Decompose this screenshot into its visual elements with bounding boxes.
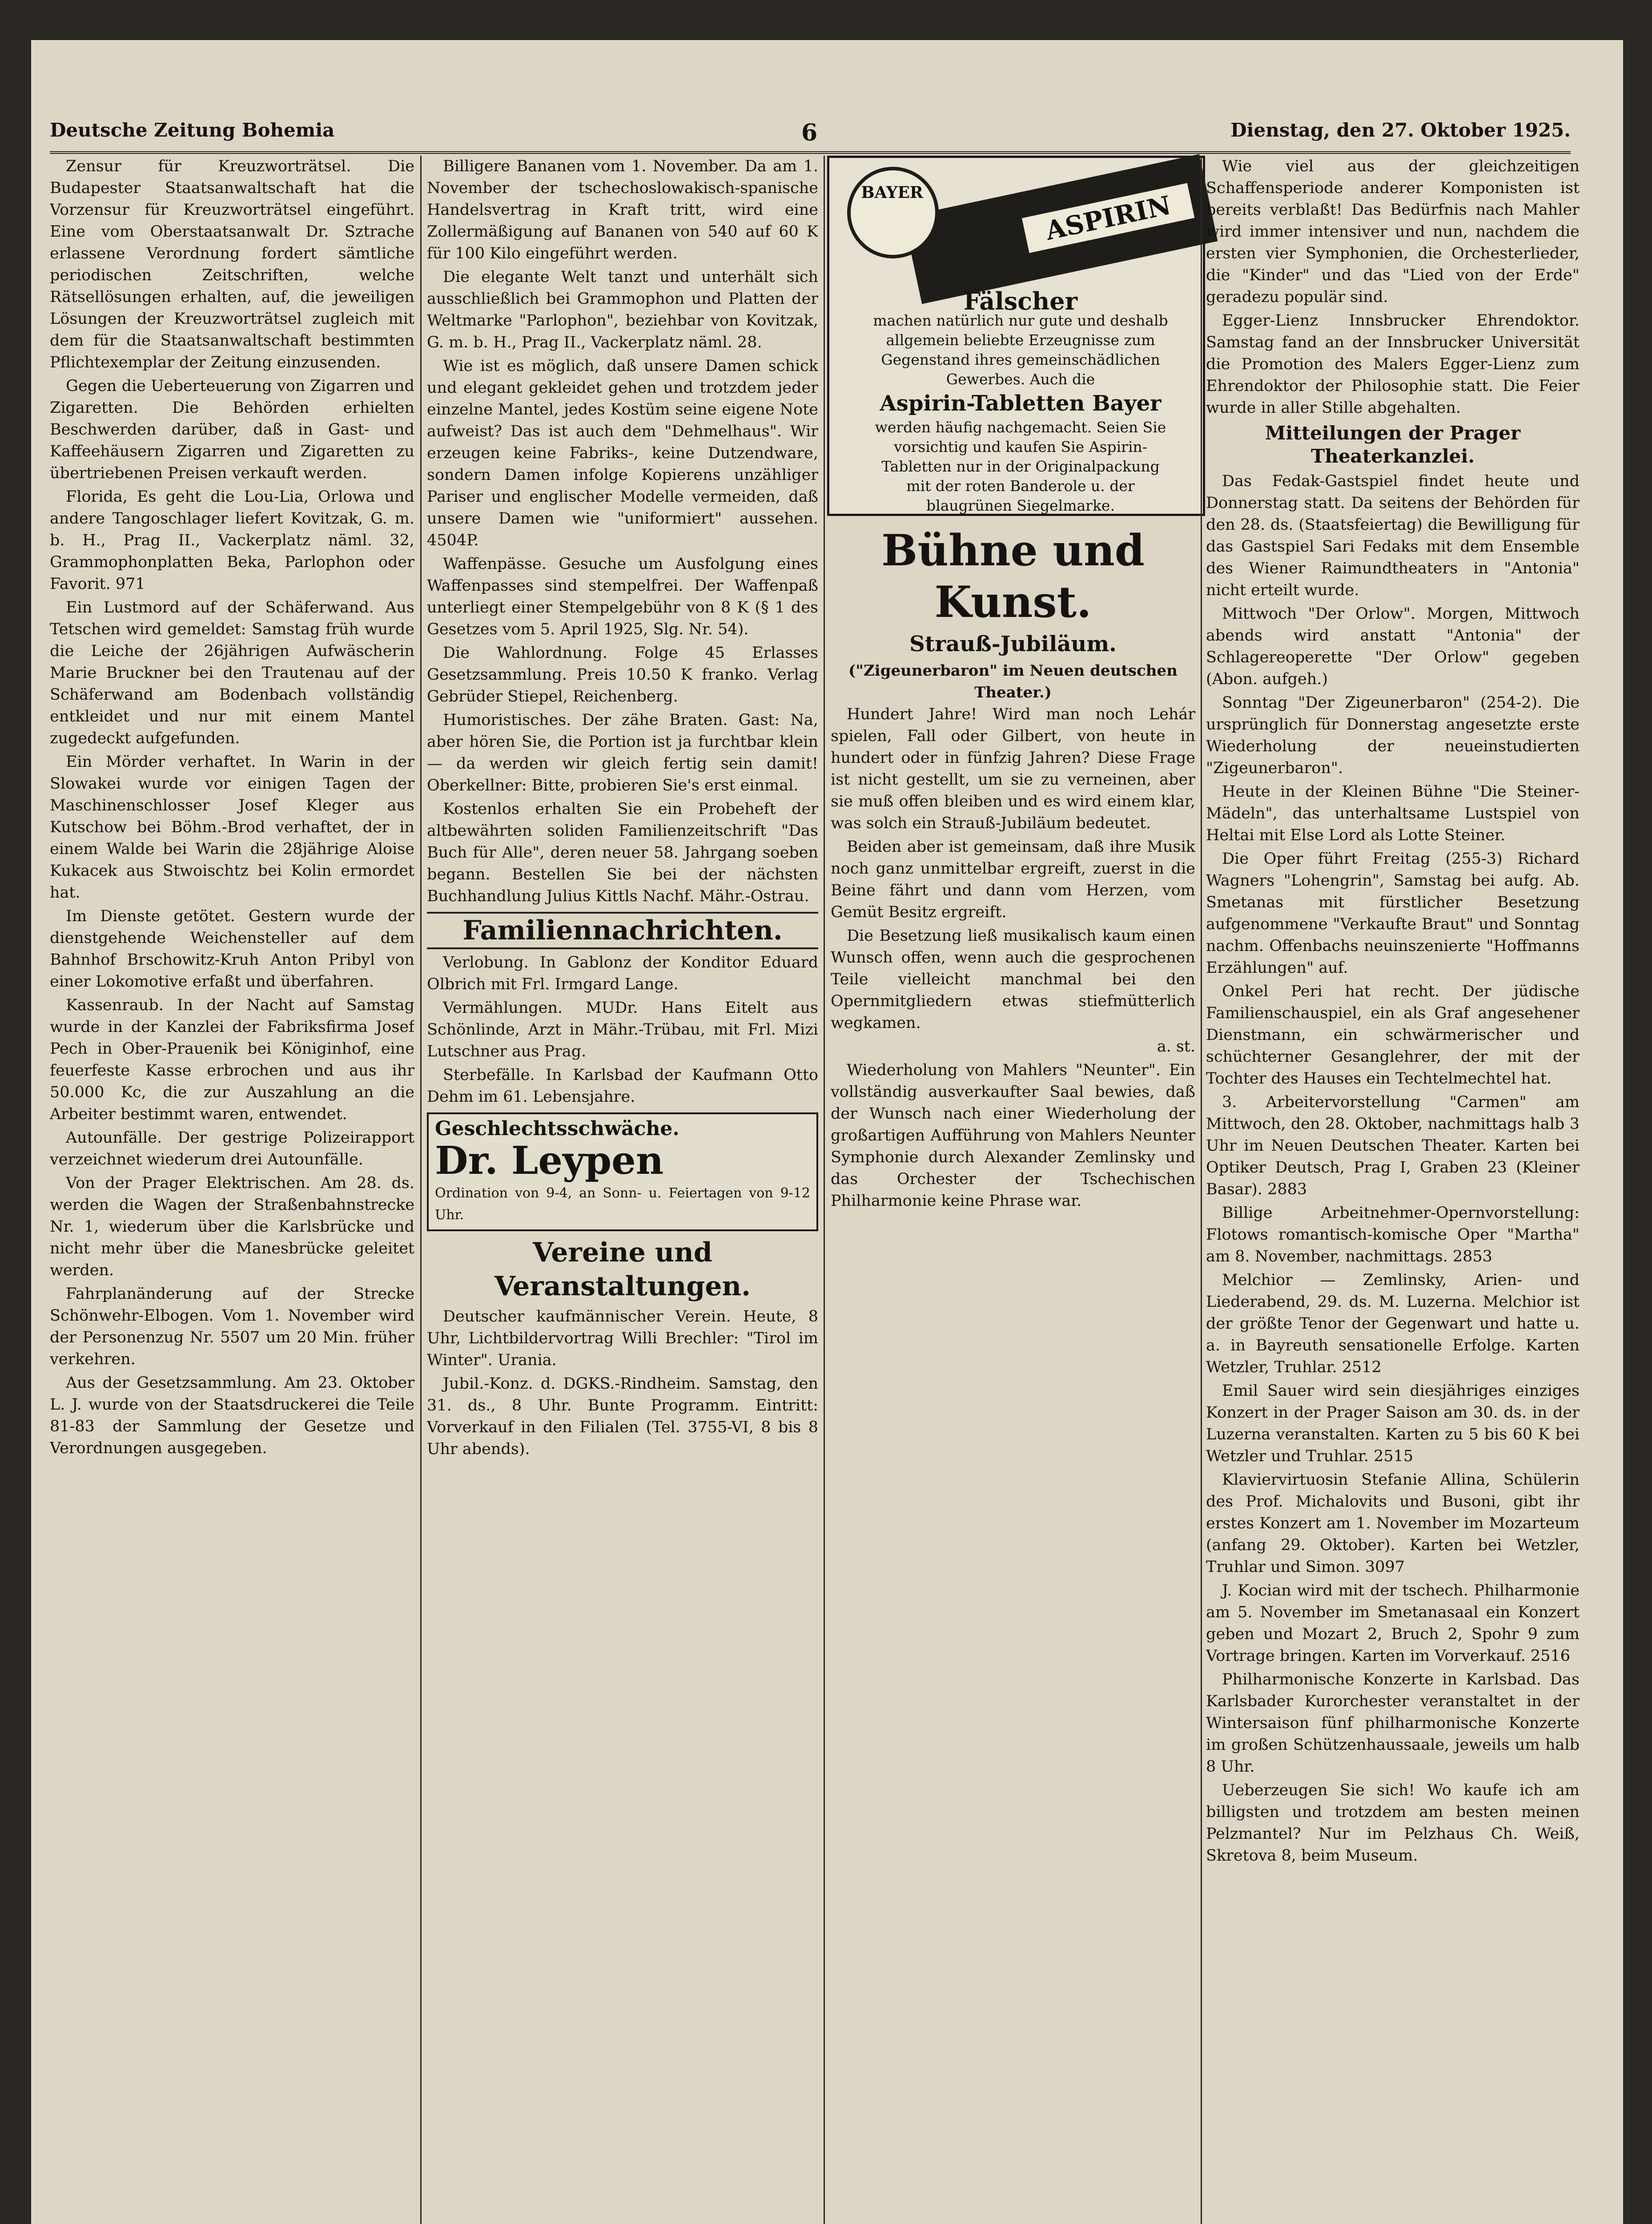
aspirin-brand-label: ASPIRIN	[1022, 183, 1194, 253]
theatre-steiner-maedeln: Heute in der Kleinen Bühne "Die Steiner-Mädeln", das unterhaltsame Lustspiel von Heltai mit Else Lord als Lotte Steiner.	[1206, 783, 1580, 844]
scan-border-left	[0, 0, 31, 2224]
ad-dehmelhaus: Wie ist es möglich, daß unsere Damen schick und elegant gekleidet gehen und trotzdem jeder einzelne Mantel, jedes Kostüm seine eigene Note aufweist? Das ist auch dem "Dehmelhaus". Wir erzeugen keine Fabriks-, keine Dutzendware, sondern Damen infolge Kopierens unzähliger Pariser und englischer Modelle vermeiden, daß unsere Damen wie "uniformiert" aussehen. 4504P.	[427, 357, 818, 549]
ad-aspirin	[827, 156, 1205, 516]
review-paragraph-3: Die Besetzung ließ musikalisch kaum einen Wunsch offen, wenn auch die gesprochenen Teile vielleicht manchmal bei den Opernmitgliedern etwas stiefmütterlich wegkamen.	[831, 927, 1195, 1032]
page-number: 6	[801, 119, 818, 146]
theatre-orlow: Mittwoch "Der Orlow". Morgen, Mittwoch abends wird anstatt "Antonia" der Schlagereoperette "Der Orlow" gegeben (Abon. aufgeh.)	[1206, 605, 1580, 688]
section-title-stage-and-art: Bühne und Kunst.	[881, 525, 1145, 627]
theatre-fedak: Das Fedak-Gastspiel findet heute und Donnerstag statt. Da seitens der Behörden für den 28. ds. (Staatsfeiertag) die Bewilligung für das Gastspiel Sari Fedaks mit dem Ensemble des Wiener Raimundtheaters in "Antonia" nicht erteilt wurde.	[1206, 472, 1580, 599]
strauss-jubilee-heading: Strauß-Jubiläum.	[909, 632, 1117, 657]
article-law-collection: Aus der Gesetzsammlung. Am 23. Oktober L. J. wurde von der Staatsdruckerei die Teile 81-83 der Sammlung der Gesetze und Verordnungen ausgegeben.	[50, 1374, 414, 1457]
aspirin-package-graphic	[904, 154, 1218, 304]
article-crossword-censorship: Zensur für Kreuzworträtsel. Die Budapester Staatsanwaltschaft hat die Vorzensur für Kreuzworträtsel eingeführt. Eine vom Oberstaatsanwalt Dr. Sztrache erlassene Verordnung fordert sämtliche periodischen Zeitschriften, welche Rätsellösungen erhalten, auf, die jeweiligen Lösungen der Kreuzworträtsel zugleich mit dem für die Staatsanwaltschaft bestimmten Pflichtexemplar der Zeitung einzusenden.	[50, 157, 414, 371]
theatre-office-heading: Mitteilungen der Prager Theaterkanzlei.	[1265, 422, 1521, 467]
article-car-accidents: Autounfälle. Der gestrige Polizeirapport verzeichnet wiederum drei Autounfälle.	[50, 1129, 414, 1168]
family-news-heading: Familiennachrichten.	[427, 912, 818, 949]
article-mahler-ninth: Wiederholung von Mahlers "Neunter". Ein vollständig ausverkaufter Saal bewies, daß der Wunsch nach einer Wiederholung der großartigen Aufführung von Mahlers Neunter Symphonie durch Alexander Zemlinsky und das Orchester der Tschechischen Philharmonie keine Phrase war.	[831, 1061, 1195, 1210]
article-weapon-permits: Waffenpässe. Gesuche um Ausfolgung eines Waffenpasses sind stempelfrei. Der Waffenpaß unterliegt einer Stempelgebühr von 8 K (§ 1 des Gesetzes vom 5. April 1925, Slg. Nr. 54).	[427, 555, 818, 638]
article-mahler-continued: Wie viel aus der gleichzeitigen Schaffensperiode anderer Komponisten ist bereits verblaßt! Das Bedürfnis nach Mahler wird immer intensiver und nun, nachdem die ersten vier Symphonien, die Orchesterlieder, die "Kinder" und das "Lied von der Erde" geradezu populär sind.	[1206, 157, 1580, 306]
column-rule	[824, 156, 825, 2224]
leypen-name: Dr. Leypen	[435, 1138, 664, 1183]
column-2	[427, 156, 818, 2224]
leypen-topline: Geschlechtsschwäche.	[435, 1117, 679, 1140]
scan-border-right	[1623, 0, 1652, 2224]
family-marriage: Vermählungen. MUDr. Hans Eitelt aus Schönlinde, Arzt in Mähr.-Trübau, mit Frl. Mizi Lutschner aus Prag.	[427, 999, 818, 1060]
article-murderer-arrested: Ein Mörder verhaftet. In Warin in der Slowakei wurde vor einigen Tagen der Maschinenschlosser Josef Kleger aus Kutschow bei Böhm.-Brod verhaftet, der in einem Walde bei Warin die 28jährige Aloise Kukacek aus Stwoischtz bei Kolin ermordet hat.	[50, 753, 414, 902]
issue-date: Dienstag, den 27. Oktober 1925.	[1230, 119, 1571, 141]
article-egger-lienz: Egger-Lienz Innsbrucker Ehrendoktor. Samstag fand an der Innsbrucker Universität die Promotion des Malers Egger-Lienz zum Ehrendoktor der Philosophie statt. Die Feier wurde in aller Stille abgehalten.	[1206, 312, 1580, 417]
family-deaths: Sterbefälle. In Karlsbad der Kaufmann Otto Dehm im 61. Lebensjahre.	[427, 1066, 818, 1106]
club-kaufmaennisch: Deutscher kaufmännischer Verein. Heute, 8 Uhr, Lichtbildervortrag Willi Brechler: "Tirol im Winter". Urania.	[427, 1308, 818, 1369]
leypen-hours: Ordination von 9-4, an Sonn- u. Feiertagen von 9-12 Uhr.	[435, 1185, 810, 1223]
article-timetable: Fahrplanänderung auf der Strecke Schönwehr-Elbogen. Vom 1. November wird der Personenzug Nr. 5507 um 20 Min. früher verkehren.	[50, 1285, 414, 1368]
column-1	[50, 156, 414, 2224]
article-bananas: Billigere Bananen vom 1. November. Da am 1. November der tschechoslowakisch-spanische Handelsvertrag in Kraft tritt, wird eine Zollermäßigung auf Bananen von 540 auf 60 K für 100 Kilo eingeführt werden.	[427, 157, 818, 262]
theatre-onkel-peri: Onkel Peri hat recht. Der jüdische Familienschauspiel, ein als Graf angesehener Dienstmann, ein schwärmerischer und schüchterner Gesanglehrer, der mit der Tochter des Hauses ein Techtelmechtel hat.	[1206, 983, 1580, 1088]
column-rule	[420, 156, 422, 2224]
article-tram: Von der Prager Elektrischen. Am 28. ds. werden die Wagen der Straßenbahnstrecke Nr. 1, wiederum über die Karlsbrücke und nicht mehr über die Manesbrücke geleitet werden.	[50, 1174, 414, 1279]
scan-border-top	[0, 0, 1652, 40]
aspirin-text-2: werden häufig nachgemacht. Seien Sie vorsichtig und kaufen Sie Aspirin-Tabletten nur in der Originalpackung mit der roten Banderole u. der blaugrünen Siegelmarke.	[875, 419, 1166, 514]
concert-allina: Klaviervirtuosin Stefanie Allina, Schülerin des Prof. Michalovits und Busoni, gibt ihr erstes Konzert am 1. November im Mozarteum (anfang 29. Oktober). Karten bei Wetzler, Truhlar und Simon. 3097	[1206, 1471, 1580, 1576]
bayer-cross-icon	[847, 167, 939, 258]
page-masthead	[50, 117, 1571, 154]
ad-buch-fuer-alle: Kostenlos erhalten Sie ein Probeheft der altbewährten soliden Familienzeitschrift "Das Buch für Alle", deren neuer 58. Jahrgang soeben begann. Bestellen Sie bei der nächsten Buchhandlung Julius Kittls Nachf. Mähr.-Ostrau.	[427, 800, 818, 905]
theatre-opera-week: Die Oper führt Freitag (255-3) Richard Wagners "Lohengrin", Samstag bei aufg. Ab. Smetanas mit fürstlicher Besetzung aufgenommene "Verkaufte Braut" und Sonntag nachm. Offenbachs neuinszenierte "Hoffmanns Erzählungen" auf.	[1206, 850, 1580, 977]
review-paragraph-2: Beiden aber ist gemeinsam, daß ihre Musik noch ganz unmittelbar ergreift, zuerst in die Beine fährt und dann vom Herzen, vom Gemüt Besitz ergreift.	[831, 838, 1195, 921]
article-cigar-prices: Gegen die Ueberteuerung von Zigarren und Zigaretten. Die Behörden erhielten Beschwerden darüber, daß in Gast- und Kaffeehäusern Zigarren und Zigaretten zu übertriebenen Preisen verkauft werden.	[50, 377, 414, 482]
zigeunerbaron-subheading: ("Zigeunerbaron" im Neuen deutschen Theater.)	[848, 662, 1178, 701]
ad-kovitzak-records: Florida, Es geht die Lou-Lia, Orlowa und andere Tangoschlager liefert Kovitzak, G. m. b. H., Prag II., Vackerplatz näml. 32, Grammophonplatten Beka, Parlophon oder Favorit. 971	[50, 488, 414, 593]
aspirin-text-1: machen natürlich nur gute und deshalb allgemein beliebte Erzeugnisse zum Gegenstand ihres gemeinschädlichen Gewerbes. Auch die	[873, 312, 1168, 388]
article-lustmord: Ein Lustmord auf der Schäferwand. Aus Tetschen wird gemeldet: Samstag früh wurde die Leiche der 26jährigen Aufwäscherin Marie Bruckner bei den Trautenau auf der Schäferwand am Bodenbach vollständig entkleidet und nur mit einem Mantel zugedeckt aufgefunden.	[50, 599, 414, 747]
column-4	[1206, 156, 1580, 2224]
review-signature: a. st.	[1157, 1038, 1195, 1056]
newspaper-name: Deutsche Zeitung Bohemia	[50, 119, 335, 141]
column-rule	[1201, 156, 1202, 2224]
clubs-heading: Vereine und Veranstaltungen.	[494, 1237, 751, 1302]
theatre-carmen: 3. Arbeitervorstellung "Carmen" am Mittwoch, den 28. Oktober, nachmittags halb 3 Uhr im Neuen Deutschen Theater. Karten bei Optiker Deutsch, Prag I, Graben 23 (Kleiner Basar). 2883	[1206, 1093, 1580, 1198]
column-3	[831, 520, 1195, 2224]
aspirin-product: Aspirin-Tabletten Bayer	[880, 391, 1162, 416]
club-jubilee-concert: Jubil.-Konz. d. DGKS.-Rindheim. Samstag, den 31. ds., 8 Uhr. Bunte Programm. Eintritt: Vorverkauf in den Filialen (Tel. 3755-VI, 8 bis 8 Uhr abends).	[427, 1375, 818, 1458]
ad-parlophon: Die elegante Welt tanzt und unterhält sich ausschließlich bei Grammophon und Platten der Weltmarke "Parlophon", beziehbar von Kovitzak, G. m. b. H., Prag II., Vackerplatz näml. 28.	[427, 268, 818, 351]
theatre-zigeunerbaron: Sonntag "Der Zigeunerbaron" (254-2). Die ursprünglich für Donnerstag angesetzte erste Wiederholung der neueinstudierten "Zigeunerbaron".	[1206, 694, 1580, 777]
aspirin-copy	[869, 287, 1172, 516]
review-paragraph-1: Hundert Jahre! Wird man noch Lehár spielen, Fall oder Gilbert, von heute in hundert oder in fünfzig Jahren? Diese Frage ist nicht gestellt, um sie zu verneinen, aber sie muß offen bleiben und es wird einem klar, was solch ein Strauß-Jubiläum bedeutet.	[831, 705, 1195, 832]
bayer-seal-text: BAYER	[861, 183, 923, 202]
concert-kocian: J. Kocian wird mit der tschech. Philharmonie am 5. November im Smetanasaal ein Konzert geben und Mozart 2, Bruch 2, Spohr 9 zum Vortrage bringen. Karten im Vorverkauf. 2516	[1206, 1582, 1580, 1665]
article-election-rules: Die Wahlordnung. Folge 45 Erlasses Gesetzsammlung. Preis 10.50 K franko. Verlag Gebrüder Stiepel, Reichenberg.	[427, 644, 818, 705]
aspirin-headline: Fälscher	[963, 287, 1078, 315]
concert-emil-sauer: Emil Sauer wird sein diesjähriges einziges Konzert in der Prager Saison am 30. ds. in der Luzerna veranstalten. Karten zu 5 bis 60 K bei Wetzler und Truhlar. 2515	[1206, 1382, 1580, 1465]
family-engagement: Verlobung. In Gablonz der Konditor Eduard Olbrich mit Frl. Irmgard Lange.	[427, 954, 818, 993]
article-killed-on-duty: Im Dienste getötet. Gestern wurde der dienstgehende Weichensteller auf dem Bahnhof Brschowitz-Kruh Anton Pribyl von einer Lokomotive erfaßt und überfahren.	[50, 907, 414, 991]
article-humor: Humoristisches. Der zähe Braten. Gast: Na, aber hören Sie, die Portion ist ja furchtbar klein — da werden wir gleich fertig sein damit! Oberkellner: Bitte, probieren Sie's erst einmal.	[427, 711, 818, 794]
concert-karlsbad: Philharmonische Konzerte in Karlsbad. Das Karlsbader Kurorchester veranstaltet in der Wintersaison fünf philharmonische Konzerte im großen Schützenhaussaale, jeweils um halb 8 Uhr.	[1206, 1671, 1580, 1776]
ad-dr-leypen	[427, 1112, 818, 1231]
ad-pelzhaus-weiss: Ueberzeugen Sie sich! Wo kaufe ich am billigsten und trotzdem am besten meinen Pelzmantel? Nur im Pelzhaus Ch. Weiß, Skretova 8, beim Museum.	[1206, 1781, 1580, 1865]
article-safe-robbery: Kassenraub. In der Nacht auf Samstag wurde in der Kanzlei der Fabriksfirma Josef Pech in Ober-Prauenik bei Königinhof, eine feuerfeste Kasse erbrochen und aus ihr 50.000 Kc, die zur Auszahlung an die Arbeiter bestimmt waren, entwendet.	[50, 996, 414, 1123]
concert-melchior: Melchior — Zemlinsky, Arien- und Liederabend, 29. ds. M. Luzerna. Melchior ist der größte Tenor der Gegenwart und hatte u. a. in Bayreuth sensationelle Erfolge. Karten Wetzler, Truhlar. 2512	[1206, 1271, 1580, 1376]
theatre-martha: Billige Arbeitnehmer-Opernvorstellung: Flotows romantisch-komische Oper "Martha" am 8. November, nachmittags. 2853	[1206, 1204, 1580, 1265]
